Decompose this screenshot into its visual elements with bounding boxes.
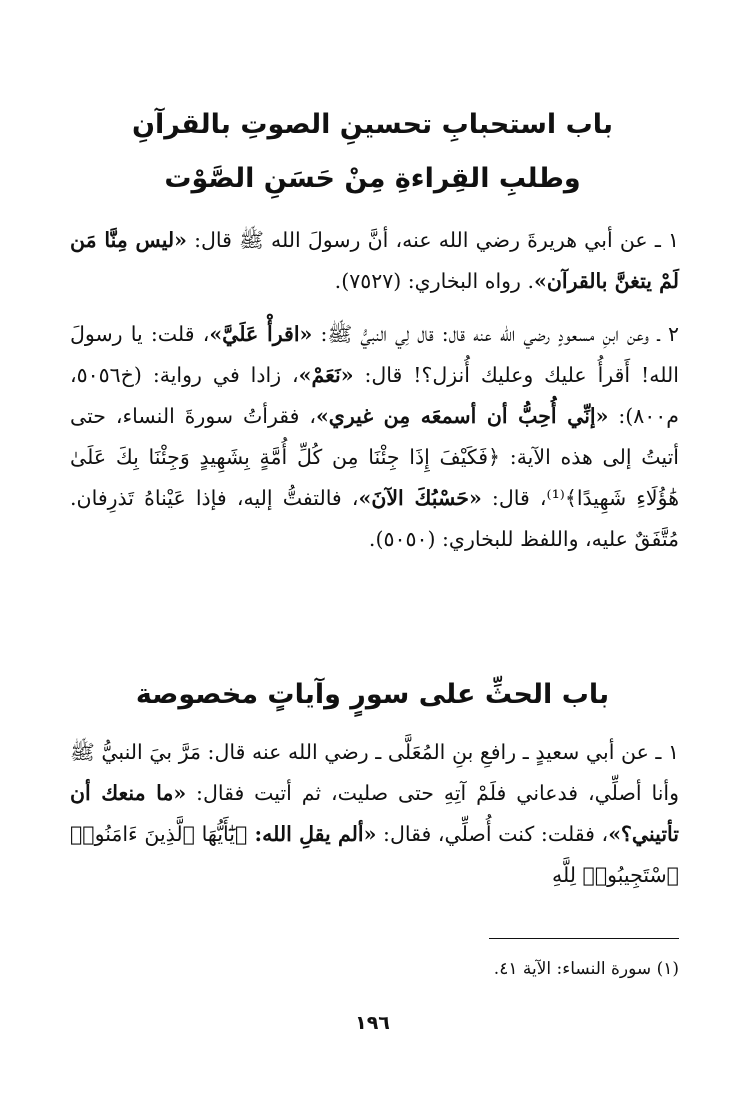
hadith-2-text-1: ٢ ـ وعن ابنِ مسعودٍ رضي الله عنه قال: قال لِي النبيُّ ﷺ: (312, 322, 679, 346)
quran-verse-2: ﴿يَٰٓأَيُّهَا ٱلَّذِينَ ءَامَنُوا۟ ٱسْتَجِيبُوا۟ لِلَّهِ (70, 822, 679, 887)
hadith-2-text-3: ، زادا في رواية: (خ٥٠٥٦، م٨٠٠): (70, 363, 679, 428)
page-number: ١٩٦ (355, 1012, 390, 1034)
hadith-1-text: ١ ـ عن أبي هريرةَ رضي الله عنه، أنَّ رسولَ الله ﷺ قال: (186, 228, 679, 252)
chapter-title-line-2: وطلبِ القِراءةِ مِنْ حَسَنِ الصَّوْت (164, 163, 581, 194)
footnote-reference: ⁽¹⁾ (546, 486, 565, 510)
quran-verse: ﴿فَكَيْفَ إِذَا جِئْنَا مِن كُلِّ أُمَّةٍ بِشَهِيدٍ وَجِئْنَا بِكَ عَلَىٰ هَٰؤُلَاءِ شَهِيدًا﴾ (70, 445, 680, 510)
hadith-2-quote-2: «نَعَمْ» (298, 363, 354, 387)
hadith-1-source: . رواه البخاري: (٧٥٢٧). (334, 269, 534, 293)
hadith-2-text-4: ، فقرأتُ سورةَ النساء، حتى أتيتُ إلى هذه الآية: (70, 404, 679, 469)
chapter-1-body (70, 220, 679, 572)
hadith-3-text-1: ١ ـ عن أبي سعيدٍ ـ رافعِ بنِ المُعَلَّى ـ رضي الله عنه قال: مَرَّ بيَ النبيُّ ﷺ وأنا أصلِّي، فدعاني فلَمْ آتِهِ حتى صليت، ثم أتيت فقال: (70, 740, 680, 805)
hadith-2-quote-3: «إنِّي أُحِبُّ أن أسمعَه مِن غيري» (315, 404, 609, 428)
footnote-divider (489, 938, 679, 939)
hadith-2-text-2: ، قلت: يا رسولَ الله! أَقرأُ عليك وعليك أُنزل؟! قال: (70, 322, 679, 387)
hadith-3-text-2: ، فقلت: كنت أُصلِّي، فقال: (376, 822, 609, 846)
hadith-2-quote-4: «حَسْبُكَ الآنَ» (358, 486, 482, 510)
chapter-title-line-1: باب استحبابِ تحسينِ الصوتِ بالقرآنِ (132, 109, 613, 140)
chapter-2-body (70, 732, 679, 908)
footnote: (١) سورة النساء: الآية ٤١. (493, 959, 679, 979)
hadith-2-quote-1: «اقرأْ عَلَيَّ» (209, 322, 313, 346)
hadith-1-quote: «ليس مِنَّا مَن لَمْ يتغنَّ بالقرآن» (70, 228, 679, 293)
hadith-2 (70, 314, 679, 560)
hadith-1 (70, 220, 679, 302)
chapter-title-2: باب الحثِّ على سورٍ وآياتٍ مخصوصة (135, 679, 610, 710)
chapter-heading-2 (60, 668, 685, 722)
hadith-3 (70, 732, 679, 896)
chapter-heading-1 (60, 98, 685, 206)
hadith-3-quote-1: «ما منعك أن تأتيني؟» (70, 781, 679, 846)
hadith-2-text-6: ، فالتفتُّ إليه، فإذا عَيْناهُ تَذرِفان. مُتَّفَقٌ عليه، واللفظ للبخاري: (٥٠٥٠). (70, 486, 679, 551)
hadith-2-text-5: ، قال: (481, 486, 547, 510)
hadith-3-quote-2: «ألم يقلِ الله: (247, 822, 377, 846)
